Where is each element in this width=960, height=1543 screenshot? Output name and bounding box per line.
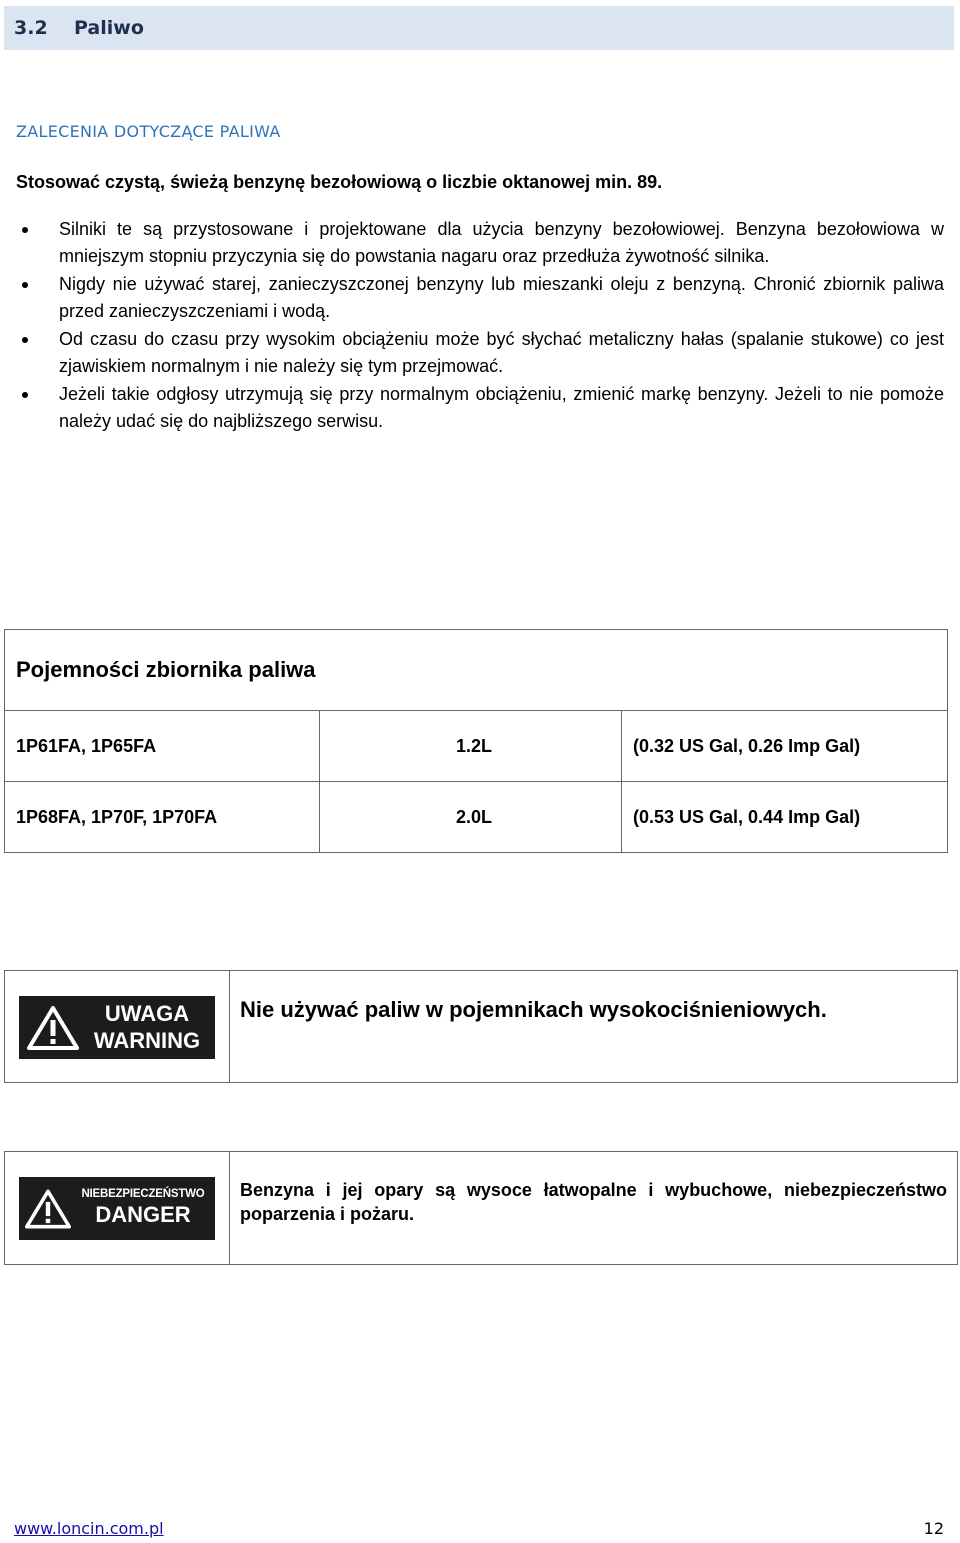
bullet-icon [22, 282, 28, 288]
danger-sign-text-pl: NIEBEZPIECZEŃSTWO [81, 1188, 205, 1201]
bullet-icon [22, 227, 28, 233]
list-item: Silniki te są przystosowane i projektowane dla użycia benzyny bezołowiowej. Benzyna bezołowiowa w mniejszym stopniu przyczynia się do powstania nagaru oraz przedłuża żywotność silnika. [16, 216, 944, 270]
warning-sign-text-en: WARNING [93, 1027, 201, 1053]
bullet-icon [22, 392, 28, 398]
warning-triangle-icon [27, 1005, 79, 1051]
danger-sign-cell [5, 1152, 230, 1264]
table-header-row [5, 630, 948, 711]
models-cell: 1P68FA, 1P70F, 1P70FA [5, 782, 320, 853]
list-item: Nigdy nie używać starej, zanieczyszczonej benzyny lub mieszanki oleju z benzyną. Chronić zbiornik paliwa przed zanieczyszczeniami i wodą. [16, 271, 944, 325]
warning-sign [19, 996, 215, 1059]
warning-box [4, 970, 958, 1083]
section-title: Paliwo [74, 17, 144, 39]
section-number: 3.2 [14, 17, 48, 39]
warning-message: Nie używać paliw w pojemnikach wysokociśnieniowych. [240, 997, 827, 1022]
table-row [5, 782, 948, 853]
table-title: Pojemności zbiornika paliwa [5, 630, 948, 711]
models-cell: 1P61FA, 1P65FA [5, 711, 320, 782]
recommendation-list [16, 216, 944, 436]
danger-box [4, 1151, 958, 1265]
section-header [4, 6, 954, 50]
list-item: Od czasu do czasu przy wysokim obciążeniu może być słychać metaliczny hałas (spalanie stukowe) co jest zjawiskiem normalnym i nie należy się tym przejmować. [16, 326, 944, 380]
equivalent-cell: (0.53 US Gal, 0.44 Imp Gal) [622, 782, 948, 853]
table-row [5, 711, 948, 782]
warning-triangle-icon [25, 1188, 71, 1230]
bullet-icon [22, 337, 28, 343]
volume-cell: 2.0L [320, 782, 622, 853]
danger-message: Benzyna i jej opary są wysoce łatwopalne i wybuchowe, niebezpieczeństwo poparzenia i pożaru. [240, 1180, 947, 1224]
equivalent-cell: (0.32 US Gal, 0.26 Imp Gal) [622, 711, 948, 782]
footer-website-link[interactable]: www.loncin.com.pl [14, 1519, 164, 1538]
volume-cell: 1.2L [320, 711, 622, 782]
page-number: 12 [923, 1519, 944, 1538]
danger-sign-text-en: DANGER [95, 1202, 191, 1228]
fuel-capacity-table [4, 629, 948, 853]
danger-sign [19, 1177, 215, 1240]
warning-sign-cell [5, 971, 230, 1082]
warning-sign-text-pl: UWAGA [104, 1001, 190, 1027]
main-rule: Stosować czystą, świeżą benzynę bezołowiową o liczbie oktanowej min. 89. [16, 172, 663, 192]
list-item: Jeżeli takie odgłosy utrzymują się przy normalnym obciążeniu, zmienić markę benzyny. Jeżeli to nie pomoże należy udać się do najbliższego serwisu. [16, 381, 944, 435]
recommendations-title: ZALECENIA DOTYCZĄCE PALIWA [16, 122, 281, 141]
